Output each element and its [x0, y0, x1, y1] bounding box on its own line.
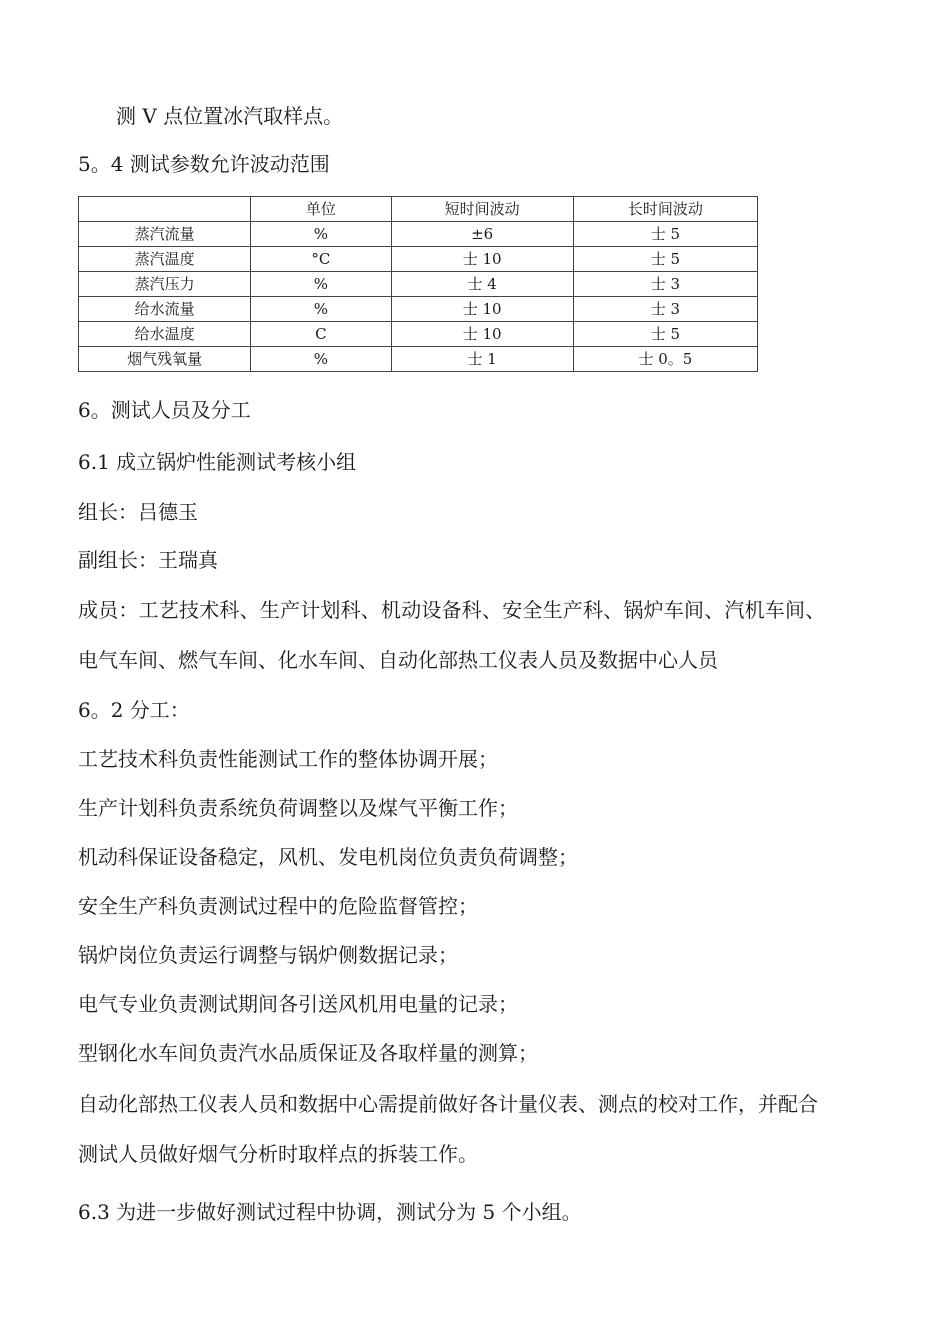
- table-cell: 蒸汽流量: [79, 222, 251, 247]
- table-row: [79, 297, 758, 322]
- table-row: [79, 222, 758, 247]
- section-heading: 6。2 分工：: [78, 698, 190, 722]
- fluctuation-table: [78, 196, 758, 372]
- table-cell: 士 10: [391, 322, 573, 347]
- table-cell: %: [251, 297, 391, 322]
- table-row: [79, 347, 758, 372]
- table-cell: 给水流量: [79, 297, 251, 322]
- section-heading: 6.3 为进一步做好测试过程中协调，测试分为 5 个小组。: [78, 1200, 582, 1224]
- section-heading: 6。测试人员及分工: [78, 398, 251, 422]
- table-header-cell: 单位: [251, 197, 391, 222]
- table-cell: 士 4: [391, 272, 573, 297]
- text-line: 电气车间、燃气车间、化水车间、自动化部热工仪表人员及数据中心人员: [78, 648, 718, 672]
- table-cell: 士 5: [573, 247, 757, 272]
- table-cell: 士 10: [391, 297, 573, 322]
- table-cell: 士 0。5: [573, 347, 757, 372]
- text-line: 电气专业负责测试期间各引送风机用电量的记录；: [78, 992, 518, 1016]
- table-cell: 士 1: [391, 347, 573, 372]
- text-line: 工艺技术科负责性能测试工作的整体协调开展；: [78, 747, 498, 771]
- table-cell: 给水温度: [79, 322, 251, 347]
- text-line: 生产计划科负责系统负荷调整以及煤气平衡工作；: [78, 796, 518, 820]
- table-row: [79, 272, 758, 297]
- table-cell: 士 3: [573, 297, 757, 322]
- text-line: 成员：工艺技术科、生产计划科、机动设备科、安全生产科、锅炉车间、汽机车间、: [78, 598, 826, 622]
- section-heading: 6.1 成立锅炉性能测试考核小组: [78, 450, 357, 474]
- text-line: 锅炉岗位负责运行调整与锅炉侧数据记录；: [78, 943, 458, 967]
- text-line: 测 V 点位置冰汽取样点。: [116, 104, 344, 128]
- text-line: 机动科保证设备稳定，风机、发电机岗位负责负荷调整；: [78, 845, 578, 869]
- table-row: [79, 247, 758, 272]
- table-cell: 士 10: [391, 247, 573, 272]
- table-cell: °C: [251, 247, 391, 272]
- table-cell: %: [251, 347, 391, 372]
- section-heading: 5。4 测试参数允许波动范围: [78, 152, 330, 176]
- text-line: 组长：吕德玉: [78, 500, 198, 524]
- table-cell: 蒸汽压力: [79, 272, 251, 297]
- table-cell: %: [251, 272, 391, 297]
- table-cell: %: [251, 222, 391, 247]
- text-line: 自动化部热工仪表人员和数据中心需提前做好各计量仪表、测点的校对工作，并配合: [78, 1092, 818, 1116]
- table-cell: 士 5: [573, 222, 757, 247]
- table-cell: ±6: [391, 222, 573, 247]
- text-line: 型钢化水车间负责汽水品质保证及各取样量的测算；: [78, 1041, 538, 1065]
- table-header-row: [79, 197, 758, 222]
- text-line: 测试人员做好烟气分析时取样点的拆装工作。: [78, 1142, 478, 1166]
- text-line: 安全生产科负责测试过程中的危险监督管控；: [78, 894, 478, 918]
- table-row: [79, 322, 758, 347]
- table-header-cell: 短时间波动: [391, 197, 573, 222]
- table-cell: 士 5: [573, 322, 757, 347]
- table-cell: 士 3: [573, 272, 757, 297]
- table-cell: 烟气残氧量: [79, 347, 251, 372]
- table-header-cell: [79, 197, 251, 222]
- table-cell: C: [251, 322, 391, 347]
- table-header-cell: 长时间波动: [573, 197, 757, 222]
- table-cell: 蒸汽温度: [79, 247, 251, 272]
- text-line: 副组长：王瑞真: [78, 548, 218, 572]
